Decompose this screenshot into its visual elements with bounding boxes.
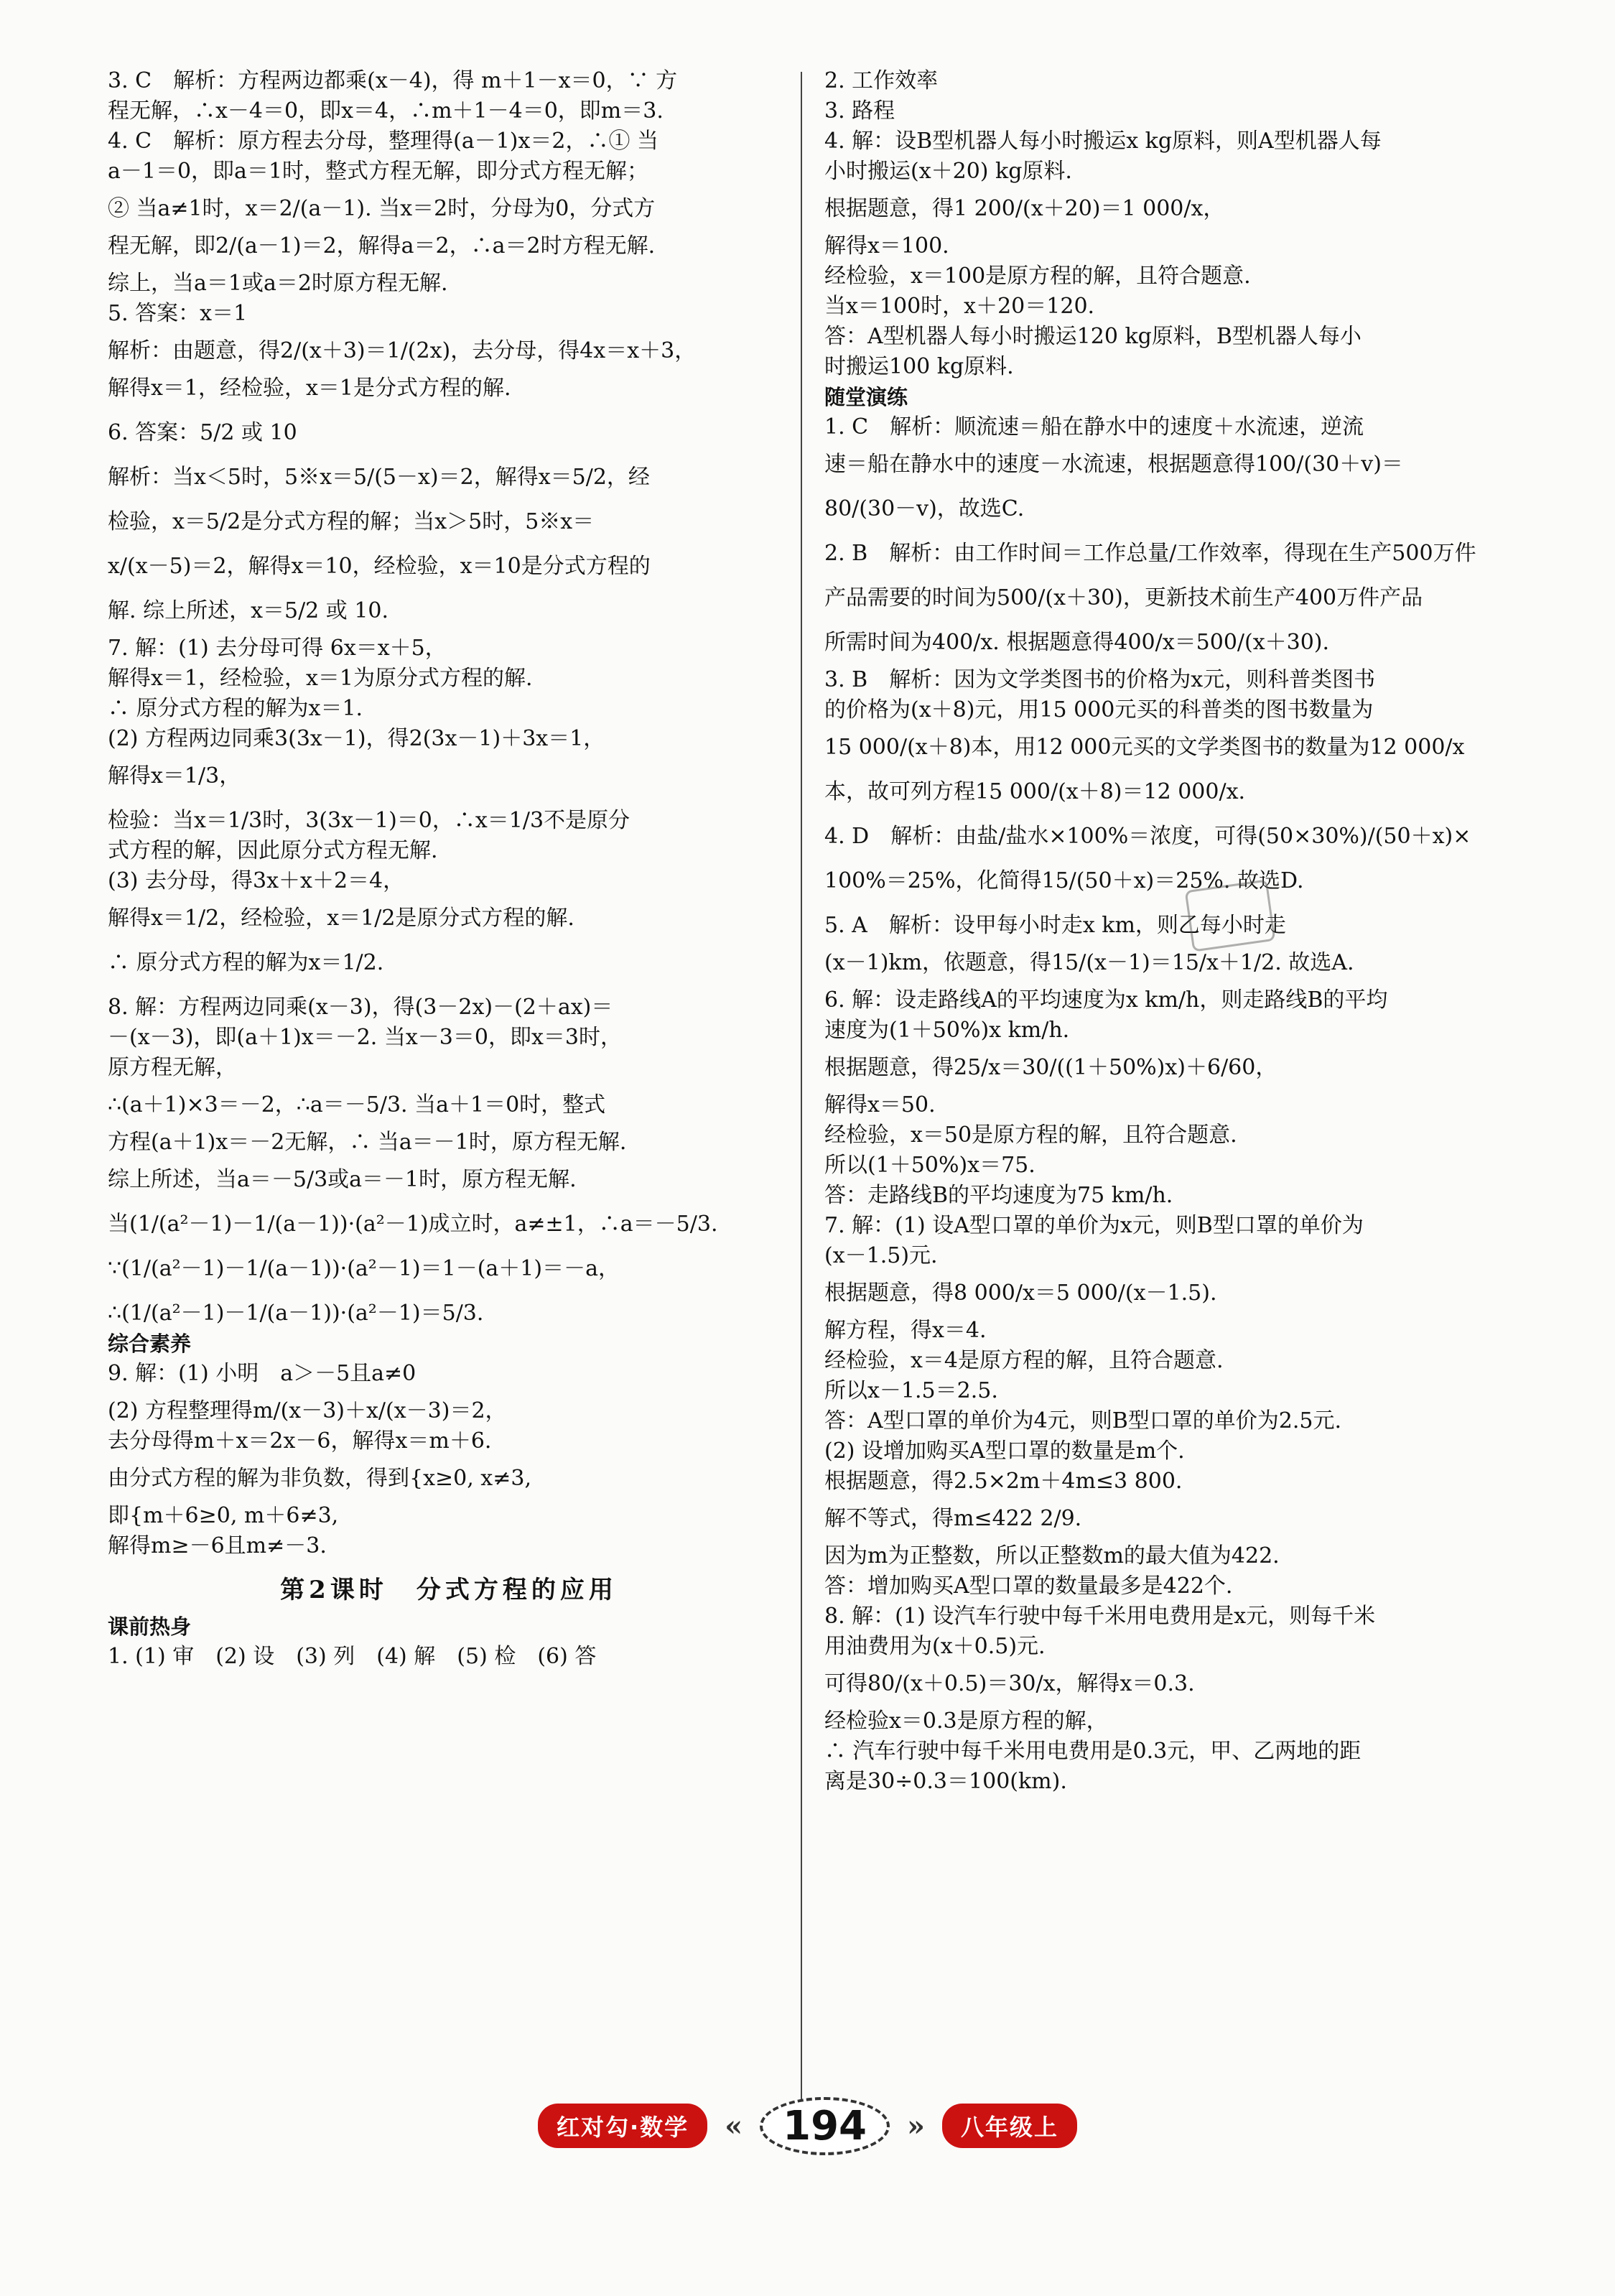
text-line: 方程(a＋1)x＝－2无解，∴ 当a＝－1时，原方程无解. bbox=[108, 1130, 627, 1155]
text-line: (x－1.5)元. bbox=[824, 1243, 938, 1268]
text-line: 8. 解：(1) 设汽车行驶中每千米用电费用是x元，则每千米 bbox=[824, 1604, 1376, 1629]
text-line: 5. 答案：x＝1 bbox=[108, 301, 248, 326]
text-line: 速＝船在静水中的速度－水流速，根据题意得100/(30＋v)＝ bbox=[824, 452, 1403, 477]
text-line: 经检验，x＝50是原方程的解，且符合题意. bbox=[824, 1123, 1237, 1148]
page-number: 194 bbox=[760, 2097, 890, 2155]
text-line: 根据题意，得8 000/x＝5 000/(x－1.5). bbox=[824, 1281, 1217, 1306]
section-heading: 综合素养 bbox=[108, 1331, 192, 1356]
text-line: 程无解，∴x－4＝0，即x＝4，∴m＋1－4＝0，即m＝3. bbox=[108, 98, 664, 124]
text-line: 程无解，即2/(a－1)＝2，解得a＝2，∴a＝2时方程无解. bbox=[108, 233, 656, 259]
text-line: 答：走路线B的平均速度为75 km/h. bbox=[824, 1183, 1173, 1208]
text-line: 80/(30－v)，故选C. bbox=[824, 496, 1025, 521]
watermark-stamp bbox=[1185, 879, 1276, 952]
text-line: 检验：当x＝1/3时，3(3x－1)＝0，∴x＝1/3不是原分 bbox=[108, 808, 630, 833]
text-line: (3) 去分母，得3x＋x＋2＝4， bbox=[108, 868, 405, 893]
text-line: a－1＝0，即a＝1时，整式方程无解，即分式方程无解； bbox=[108, 159, 649, 184]
text-line: ∴(1/(a²－1)－1/(a－1))·(a²－1)＝5/3. bbox=[108, 1301, 484, 1326]
text-line: 100%＝25%，化简得15/(50＋x)＝25%. 故选D. bbox=[824, 868, 1304, 893]
text-line: ∵(1/(a²－1)－1/(a－1))·(a²－1)＝1－(a＋1)＝－a， bbox=[108, 1256, 620, 1281]
section-heading: 课前热身 bbox=[108, 1614, 192, 1639]
text-line: 3. B 解析：因为文学类图书的价格为x元，则科普类图书 bbox=[824, 667, 1376, 692]
text-line: 2. 工作效率 bbox=[824, 68, 939, 93]
text-line: 根据题意，得2.5×2m＋4m≤3 800. bbox=[824, 1469, 1183, 1494]
text-line: 可得80/(x＋0.5)＝30/x，解得x＝0.3. bbox=[824, 1671, 1195, 1696]
text-line: 所以x－1.5＝2.5. bbox=[824, 1378, 998, 1403]
text-line: 经检验，x＝100是原方程的解，且符合题意. bbox=[824, 264, 1251, 289]
text-line: 经检验，x＝4是原方程的解，且符合题意. bbox=[824, 1348, 1224, 1373]
text-line: －(x－3)，即(a＋1)x＝－2. 当x－3＝0，即x＝3时， bbox=[108, 1025, 622, 1050]
arrow-right-icon: » bbox=[907, 2109, 926, 2143]
text-line: 6. 解：设走路线A的平均速度为x km/h，则走路线B的平均 bbox=[824, 987, 1388, 1013]
text-line: 本，故可列方程15 000/(x＋8)＝12 000/x. bbox=[824, 779, 1246, 804]
grade-label: 八年级上 bbox=[942, 2104, 1077, 2148]
text-line: ② 当a≠1时，x＝2/(a－1). 当x＝2时，分母为0，分式方 bbox=[108, 196, 656, 221]
text-line: 1. (1) 审 (2) 设 (3) 列 (4) 解 (5) 检 (6) 答 bbox=[108, 1644, 597, 1669]
text-line: 检验，x＝5/2是分式方程的解；当x＞5时，5※x＝ bbox=[108, 509, 595, 534]
text-line: ∴ 原分式方程的解为x＝1. bbox=[108, 696, 363, 721]
text-line: 4. C 解析：原方程去分母，整理得(a－1)x＝2，∴① 当 bbox=[108, 129, 659, 154]
text-line: 根据题意，得25/x＝30/((1＋50%)x)＋6/60， bbox=[824, 1055, 1277, 1080]
book-label: 红对勾·数学 bbox=[538, 2104, 707, 2148]
text-line: 解得x＝50. bbox=[824, 1092, 936, 1117]
text-line: 用油费用为(x＋0.5)元. bbox=[824, 1634, 1046, 1659]
text-line: 3. C 解析：方程两边都乘(x－4)，得 m＋1－x＝0，∵ 方 bbox=[108, 68, 678, 93]
text-line: x/(x－5)＝2，解得x＝10，经检验，x＝10是分式方程的 bbox=[108, 554, 651, 579]
text-line: (2) 方程两边同乘3(3x－1)，得2(3x－1)＋3x＝1， bbox=[108, 726, 605, 751]
text-line: 当(1/(a²－1)－1/(a－1))·(a²－1)成立时，a≠±1，∴a＝－5/3. bbox=[108, 1212, 718, 1237]
text-line: 解得x＝100. bbox=[824, 233, 949, 259]
text-line: 4. 解：设B型机器人每小时搬运x kg原料，则A型机器人每 bbox=[824, 129, 1382, 154]
text-line: 2. B 解析：由工作时间＝工作总量/工作效率，得现在生产500万件 bbox=[824, 541, 1476, 566]
text-line: 即{m＋6≥0, m＋6≠3, bbox=[108, 1503, 339, 1528]
text-line: ∴(a＋1)×3＝－2，∴a＝－5/3. 当a＋1＝0时，整式 bbox=[108, 1092, 606, 1117]
text-line: 答：增加购买A型口罩的数量最多是422个. bbox=[824, 1574, 1233, 1599]
text-line: 解析：当x＜5时，5※x＝5/(5－x)＝2，解得x＝5/2，经 bbox=[108, 465, 650, 490]
text-line: 解析：由题意，得2/(x＋3)＝1/(2x)，去分母，得4x＝x＋3， bbox=[108, 338, 697, 363]
text-line: 产品需要的时间为500/(x＋30)，更新技术前生产400万件产品 bbox=[824, 585, 1423, 610]
text-line: 由分式方程的解为非负数，得到{x≥0, x≠3, bbox=[108, 1466, 531, 1491]
text-line: 解得x＝1/2，经检验，x＝1/2是原分式方程的解. bbox=[108, 906, 574, 931]
text-line: 8. 解：方程两边同乘(x－3)，得(3－2x)－(2＋ax)＝ bbox=[108, 995, 613, 1020]
text-line: 去分母得m＋x＝2x－6，解得x＝m＋6. bbox=[108, 1428, 492, 1454]
text-line: (2) 方程整理得m/(x－3)＋x/(x－3)＝2， bbox=[108, 1398, 507, 1423]
column-divider bbox=[801, 72, 802, 2104]
page-footer bbox=[0, 2093, 1615, 2158]
arrow-left-icon: « bbox=[725, 2109, 743, 2143]
text-line: 解得x＝1，经检验，x＝1是分式方程的解. bbox=[108, 376, 511, 401]
text-line: 答：A型口罩的单价为4元，则B型口罩的单价为2.5元. bbox=[824, 1408, 1342, 1433]
text-line: 5. A 解析：设甲每小时走x km，则乙每小时走 bbox=[824, 913, 1286, 938]
text-line: 7. 解：(1) 设A型口罩的单价为x元，则B型口罩的单价为 bbox=[824, 1213, 1364, 1238]
text-line: 7. 解：(1) 去分母可得 6x＝x＋5， bbox=[108, 636, 447, 661]
text-line: 综上所述，当a＝－5/3或a＝－1时，原方程无解. bbox=[108, 1167, 577, 1192]
text-line: 时搬运100 kg原料. bbox=[824, 354, 1014, 379]
text-line: 9. 解：(1) 小明 a＞－5且a≠0 bbox=[108, 1361, 416, 1386]
text-line: ∴ 原分式方程的解为x＝1/2. bbox=[108, 950, 384, 975]
text-line: 1. C 解析：顺流速＝船在静水中的速度＋水流速，逆流 bbox=[824, 414, 1364, 440]
text-line: 解方程，得x＝4. bbox=[824, 1318, 987, 1343]
text-line: 答：A型机器人每小时搬运120 kg原料，B型机器人每小 bbox=[824, 324, 1362, 349]
text-line: 解不等式，得m≤422 2/9. bbox=[824, 1506, 1082, 1531]
text-line: 解. 综上所述，x＝5/2 或 10. bbox=[108, 598, 389, 623]
section-heading: 随堂演练 bbox=[824, 385, 908, 409]
text-line: 3. 路程 bbox=[824, 98, 895, 124]
right-column bbox=[824, 66, 1525, 1797]
text-line: 小时搬运(x＋20) kg原料. bbox=[824, 159, 1072, 184]
text-line: 6. 答案：5/2 或 10 bbox=[108, 420, 297, 445]
lesson-title: 第2课时 分式方程的应用 bbox=[280, 1576, 618, 1604]
text-line: 原方程无解， bbox=[108, 1055, 237, 1080]
text-line: 所以(1＋50%)x＝75. bbox=[824, 1153, 1035, 1178]
text-line: 根据题意，得1 200/(x＋20)＝1 000/x， bbox=[824, 196, 1225, 221]
text-line: 所需时间为400/x. 根据题意得400/x＝500/(x＋30). bbox=[824, 630, 1330, 655]
text-line: (x－1)km，依题意，得15/(x－1)＝15/x＋1/2. 故选A. bbox=[824, 950, 1354, 975]
text-line: (2) 设增加购买A型口罩的数量是m个. bbox=[824, 1439, 1185, 1464]
text-line: 经检验x＝0.3是原方程的解， bbox=[824, 1709, 1108, 1734]
text-line: 当x＝100时，x＋20＝120. bbox=[824, 294, 1095, 319]
left-column bbox=[108, 66, 790, 1672]
text-line: 的价格为(x＋8)元，用15 000元买的科普类的图书数量为 bbox=[824, 697, 1374, 722]
text-line: 综上，当a＝1或a＝2时原方程无解. bbox=[108, 271, 448, 296]
text-line: 解得m≥－6且m≠－3. bbox=[108, 1533, 327, 1558]
text-line: 15 000/(x＋8)本，用12 000元买的文学类图书的数量为12 000/x bbox=[824, 735, 1465, 760]
text-line: 因为m为正整数，所以正整数m的最大值为422. bbox=[824, 1543, 1280, 1568]
text-line: ∴ 汽车行驶中每千米用电费用是0.3元，甲、乙两地的距 bbox=[824, 1739, 1362, 1764]
text-line: 式方程的解，因此原分式方程无解. bbox=[108, 838, 438, 863]
text-line: 离是30÷0.3＝100(km). bbox=[824, 1769, 1067, 1794]
text-line: 解得x＝1/3， bbox=[108, 763, 241, 789]
text-line: 解得x＝1，经检验，x＝1为原分式方程的解. bbox=[108, 666, 533, 691]
text-line: 速度为(1＋50%)x km/h. bbox=[824, 1018, 1070, 1043]
text-line: 4. D 解析：由盐/盐水×100%＝浓度，可得(50×30%)/(50＋x)× bbox=[824, 824, 1471, 849]
